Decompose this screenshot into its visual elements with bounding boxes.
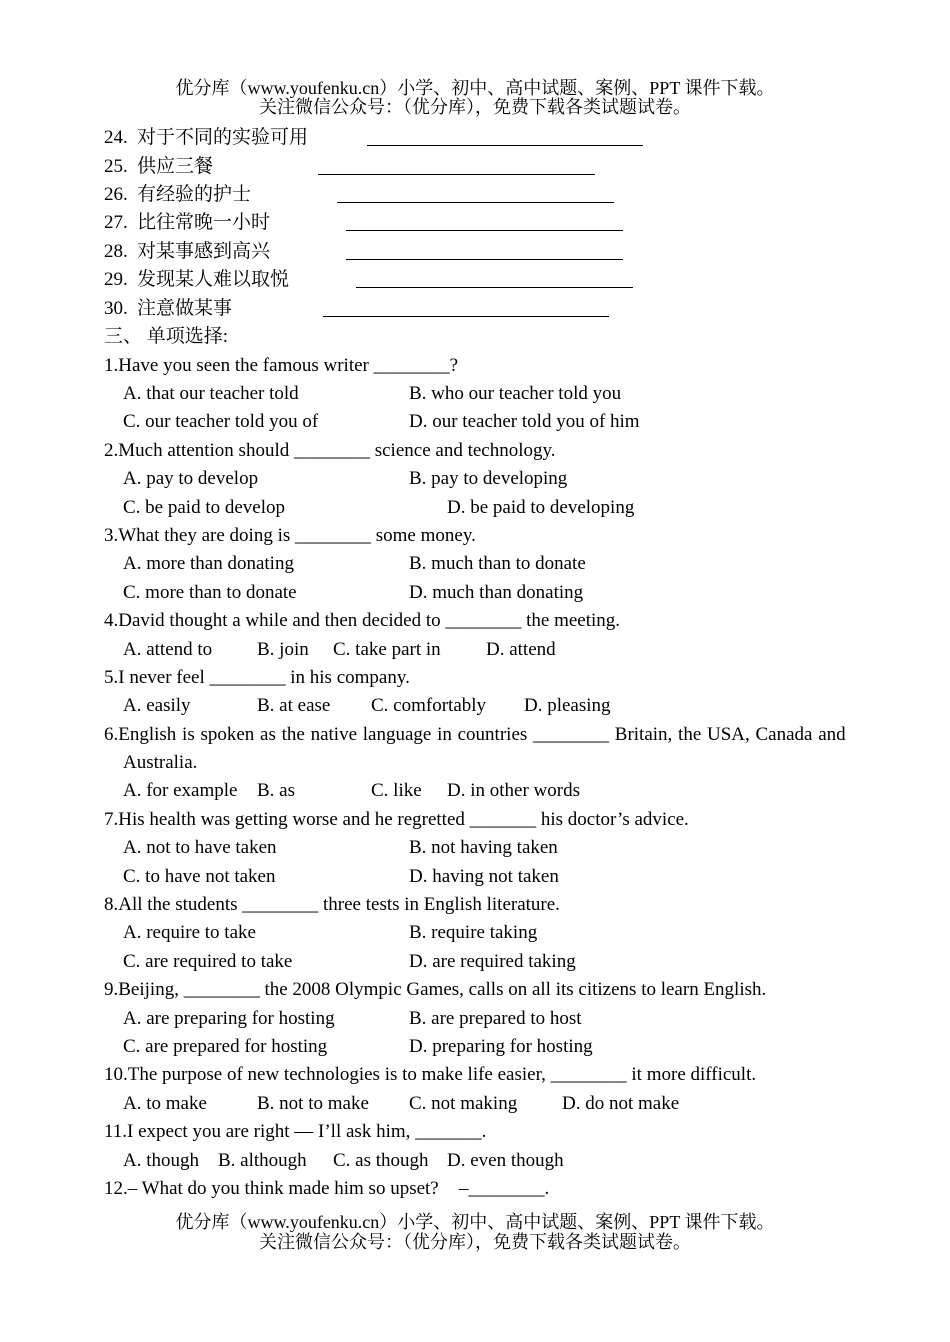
question-stem-line: [0, 749, 950, 777]
question-stem-line: [0, 976, 950, 1004]
option-b: B. are prepared to host: [409, 1008, 582, 1029]
option-c: C. are required to take: [123, 951, 293, 972]
option-a: A. for example: [123, 780, 238, 801]
question-stem-line: [0, 891, 950, 919]
phrase-item: [0, 124, 950, 152]
dialogue-reply: –________.: [459, 1178, 550, 1199]
phrase-item: [0, 238, 950, 266]
option-c: C. are prepared for hosting: [123, 1036, 328, 1057]
question-stem-line: [0, 352, 950, 380]
option-a: A. to make: [123, 1093, 207, 1114]
question-stem: 8.All the students ________ three tests in English literature.: [104, 894, 560, 915]
option-d: D. our teacher told you of him: [409, 411, 640, 432]
phrase-text: 发现某人难以取悦: [137, 269, 290, 290]
option-a: A. require to take: [123, 922, 256, 943]
question-stem: 6.English is spoken as the native language in countries ________ Britain, the USA, Canada and: [104, 724, 846, 745]
phrase-number: 24.: [104, 127, 128, 148]
option-c: C. comfortably: [371, 695, 487, 716]
option-b: B. as: [257, 780, 295, 801]
phrase-text: 有经验的护士: [137, 184, 252, 205]
option-row: [0, 1090, 950, 1118]
answer-blank: [318, 153, 595, 175]
option-b: B. require taking: [409, 922, 538, 943]
phrase-item: [0, 181, 950, 209]
option-row: [0, 919, 950, 947]
question-stem-line: [0, 522, 950, 550]
option-d: D. preparing for hosting: [409, 1036, 593, 1057]
option-b: B. much than to donate: [409, 553, 586, 574]
phrase-text: 对于不同的实验可用: [137, 127, 309, 148]
phrase-text: 对某事感到高兴: [137, 241, 271, 262]
phrase-text: 供应三餐: [137, 156, 214, 177]
question-stem: 12.– What do you think made him so upset?: [104, 1178, 439, 1199]
option-a: A. that our teacher told: [123, 383, 299, 404]
option-a: A. easily: [123, 695, 191, 716]
footer-line-2: 关注微信公众号：（优分库），免费下载各类试题试卷。: [259, 1232, 691, 1252]
option-c: C. more than to donate: [123, 582, 297, 603]
option-c: C. like: [371, 780, 422, 801]
question-stem-line: [0, 1175, 950, 1203]
answer-blank: [346, 209, 623, 231]
option-b: B. at ease: [257, 695, 331, 716]
question-stem-line: [0, 806, 950, 834]
option-a: A. not to have taken: [123, 837, 277, 858]
option-row: [0, 948, 950, 976]
phrase-text: 比往常晚一小时: [137, 212, 271, 233]
option-d: D. much than donating: [409, 582, 584, 603]
phrase-number: 26.: [104, 184, 128, 205]
question-stem: 2.Much attention should ________ science and technology.: [104, 440, 556, 461]
option-c: C. to have not taken: [123, 866, 276, 887]
option-b: B. who our teacher told you: [409, 383, 622, 404]
option-a: A. attend to: [123, 639, 213, 660]
option-row: [0, 1005, 950, 1033]
option-c: C. our teacher told you of: [123, 411, 319, 432]
option-d: D. in other words: [447, 780, 580, 801]
question-stem-line: [0, 1061, 950, 1089]
question-stem-line: [0, 721, 950, 749]
question-stem: 10.The purpose of new technologies is to make life easier, ________ it more difficult.: [104, 1064, 757, 1085]
section-title: 三、 单项选择:: [104, 326, 229, 347]
footer-line-1: 优分库（www.youfenku.cn）小学、初中、高中试题、案例、PPT 课件下载。: [175, 1212, 775, 1232]
question-stem: 4.David thought a while and then decided to ________ the meeting.: [104, 610, 621, 631]
option-a: A. pay to develop: [123, 468, 259, 489]
option-d: D. even though: [447, 1150, 564, 1171]
question-stem-line: [0, 1118, 950, 1146]
option-row: [0, 834, 950, 862]
phrase-item: [0, 295, 950, 323]
option-d: D. are required taking: [409, 951, 576, 972]
answer-blank: [323, 295, 609, 317]
option-d: D. pleasing: [524, 695, 611, 716]
option-a: A. more than donating: [123, 553, 294, 574]
option-c: C. not making: [409, 1093, 518, 1114]
option-row: [0, 579, 950, 607]
option-a: A. though: [123, 1150, 199, 1171]
question-stem: 3.What they are doing is ________ some money.: [104, 525, 476, 546]
option-row: [0, 380, 950, 408]
option-row: [0, 863, 950, 891]
option-row: [0, 636, 950, 664]
answer-blank: [367, 124, 643, 146]
option-row: [0, 465, 950, 493]
option-row: [0, 550, 950, 578]
phrase-number: 25.: [104, 156, 128, 177]
header-line-1: 优分库（www.youfenku.cn）小学、初中、高中试题、案例、PPT 课件下载。: [175, 78, 775, 98]
question-stem-line: [0, 607, 950, 635]
option-row: [0, 1147, 950, 1175]
phrase-number: 30.: [104, 298, 128, 319]
question-stem: 7.His health was getting worse and he regretted _______ his doctor’s advice.: [104, 809, 689, 830]
option-d: D. attend: [486, 639, 556, 660]
phrase-number: 27.: [104, 212, 128, 233]
option-row: [0, 494, 950, 522]
question-stem-line: [0, 664, 950, 692]
option-a: A. are preparing for hosting: [123, 1008, 335, 1029]
phrase-item: [0, 266, 950, 294]
question-stem: 9.Beijing, ________ the 2008 Olympic Games, calls on all its citizens to learn English.: [104, 979, 767, 1000]
section-header: [0, 323, 950, 351]
phrase-item: [0, 153, 950, 181]
answer-blank: [337, 181, 614, 203]
phrase-number: 29.: [104, 269, 128, 290]
option-row: [0, 692, 950, 720]
option-d: D. be paid to developing: [447, 497, 635, 518]
option-c: C. as though: [333, 1150, 429, 1171]
option-c: C. take part in: [333, 639, 441, 660]
option-c: C. be paid to develop: [123, 497, 285, 518]
option-row: [0, 777, 950, 805]
answer-blank: [346, 238, 623, 260]
option-b: B. join: [257, 639, 309, 660]
header-line-2: 关注微信公众号：（优分库），免费下载各类试题试卷。: [259, 97, 691, 117]
option-b: B. pay to developing: [409, 468, 568, 489]
answer-blank: [356, 266, 633, 288]
phrase-number: 28.: [104, 241, 128, 262]
question-stem: 5.I never feel ________ in his company.: [104, 667, 410, 688]
phrase-item: [0, 209, 950, 237]
question-stem-continued: Australia.: [123, 752, 198, 773]
option-d: D. do not make: [562, 1093, 680, 1114]
option-row: [0, 1033, 950, 1061]
option-b: B. not having taken: [409, 837, 558, 858]
question-stem: 1.Have you seen the famous writer ________?: [104, 355, 459, 376]
option-b: B. not to make: [257, 1093, 369, 1114]
question-stem: 11.I expect you are right — I’ll ask him, _______.: [104, 1121, 487, 1142]
question-stem-line: [0, 437, 950, 465]
phrase-text: 注意做某事: [137, 298, 233, 319]
option-d: D. having not taken: [409, 866, 559, 887]
option-b: B. although: [218, 1150, 307, 1171]
option-row: [0, 408, 950, 436]
